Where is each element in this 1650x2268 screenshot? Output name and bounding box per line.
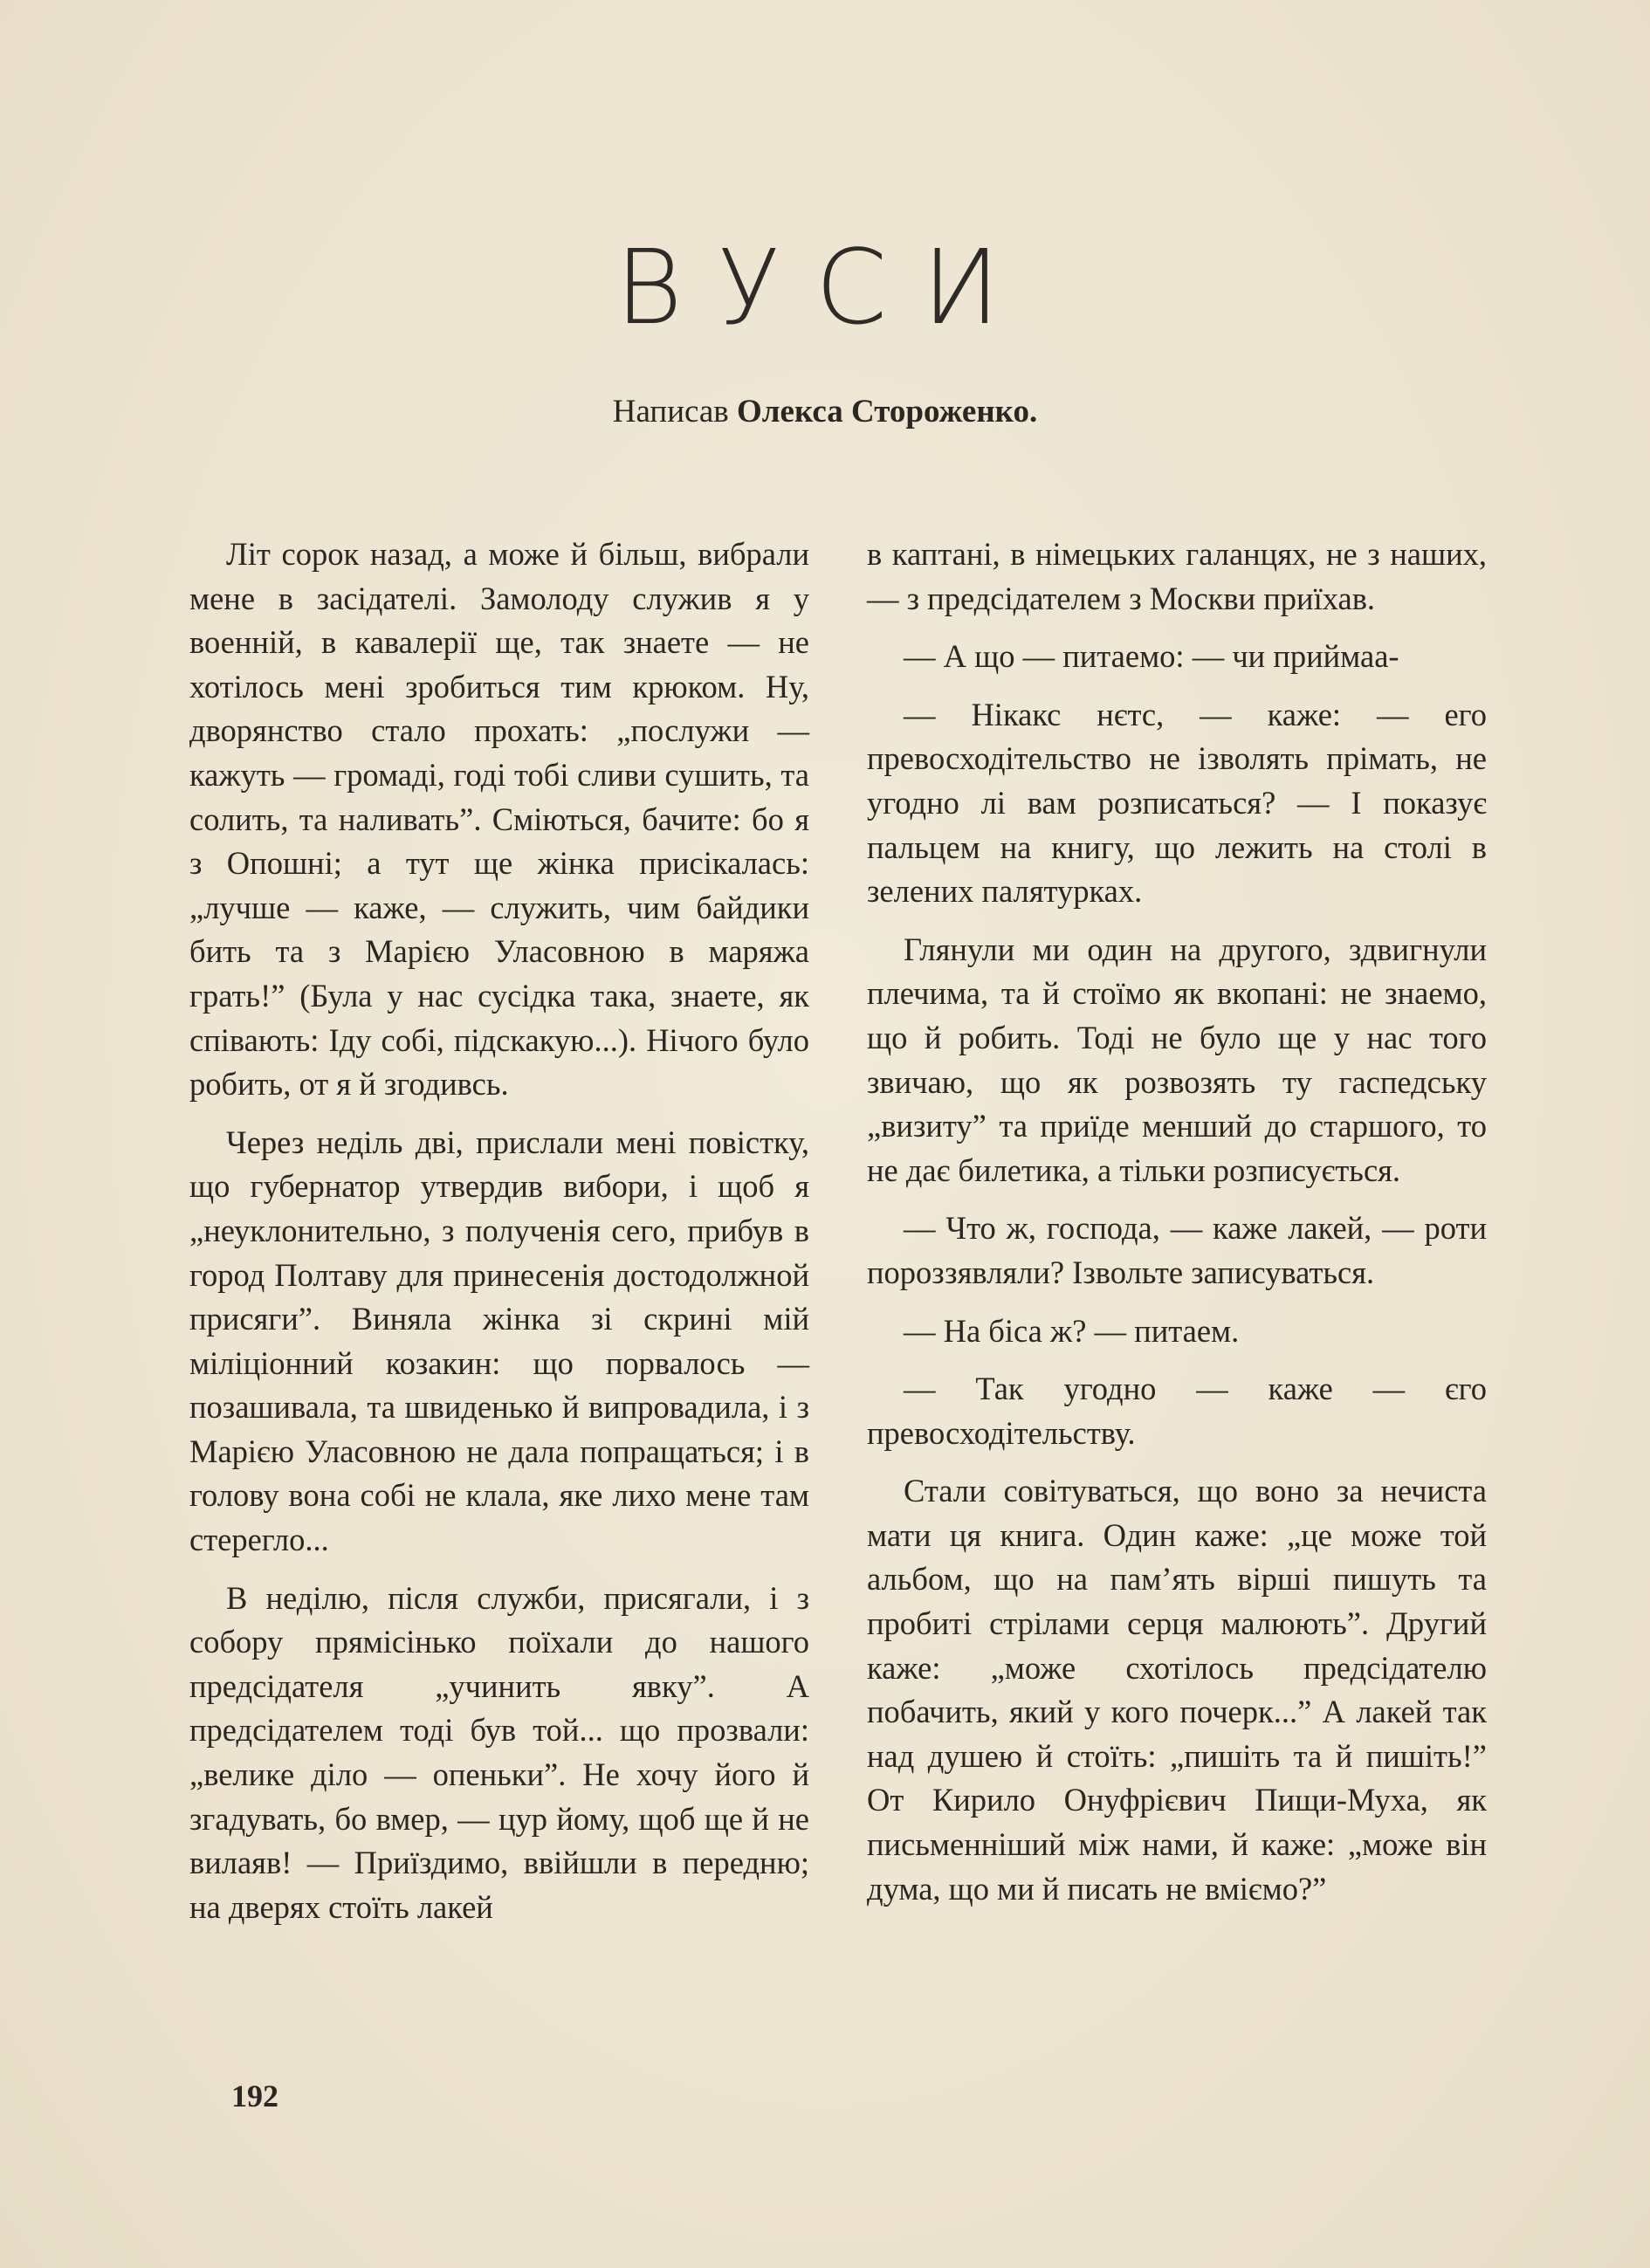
paragraph: Глянули ми один на другого, здвигнули плечима, та й стоїмо як вкопані: не знаемо, що й робить. Тоді не було ще у нас того звичаю, що як розвозять ту гаспедську „визиту” та приїде менший до старшого, то не дає билетика, а тільки розписується.	[867, 931, 1487, 1188]
story-title: ВУСИ	[615, 227, 1035, 347]
byline	[0, 393, 1650, 430]
left-column	[189, 533, 809, 1943]
paragraph: — Что ж, господа, — каже лакей, — роти пороззявляли? Ізвольте записуваться.	[867, 1210, 1487, 1290]
byline-prefix: Написав	[612, 394, 729, 430]
paragraph: в каптані, в німецьких галанцях, не з наших, — з предсідателем з Москви приїхав.	[867, 536, 1487, 616]
page-number: 192	[231, 2079, 278, 2113]
paragraph: — Так угодно — каже — єго превосходітельству.	[867, 1371, 1487, 1451]
paragraph: — На біса ж? — питаем.	[904, 1312, 1240, 1349]
paragraph: В неділю, після служби, присягали, і з собору прямісінько поїхали до нашого предсідателя „учинить явку”. А предсідателем тоді був той... що прозвали: „велике діло — опеньки”. Не хочу його й згадувать, бо вмер, — цур йому, щоб ще й не вилаяв! — Приїздимо, ввійшли в передню; на дверях стоїть лакей	[189, 1579, 809, 1925]
paragraph: — Нікакс нєтс, — каже: — его превосходітельство не ізволять прімать, не угодно лі вам розписаться? — І показує пальцем на книгу, що лежить на столі в зелених палятурках.	[867, 696, 1487, 910]
right-column	[867, 533, 1487, 1925]
paragraph: — А що — питаемо: — чи приймаа-	[904, 638, 1399, 675]
author-name: Олекса Стороженко.	[737, 394, 1038, 430]
paragraph: Літ сорок назад, а може й більш, вибрали мене в засідателі. Замолоду служив я у военній, в кавалерії ще, так знаете — не хотілось мені зробиться тим крюком. Ну, дворянство стало прохать: „послужи — кажуть — громаді, годі тобі сливи сушить, та солить, та наливать”. Сміються, бачите: бо я з Опошні; а тут ще жінка присікалась: „лучше — каже, — служить, чим байдики бить та з Марією Уласовною в маряжа грать!” (Була у нас сусідка така, знаете, як співають: Іду собі, підскакую...). Нічого було робить, от я й згодивсь.	[189, 536, 809, 1103]
paragraph: Через неділь дві, прислали мені повістку, що губернатор утвердив вибори, і щоб я „неуклонительно, з полученія сего, прибув в город Полтаву для принесенія достодолжной присяги”. Виняла жінка зі скрині мій міліціонний козакин: що порвалось — позашивала, та швиденько й випровадила, і з Марією Уласовною не дала попращаться; і в голову вона собі не клала, яке лихо мене там стерегло...	[189, 1124, 809, 1558]
paragraph: Стали совітуваться, що воно за нечиста мати ця книга. Один каже: „це може той альбом, що на пам’ять вірші пишуть та пробиті стрілами серця малюють”. Другий каже: „може схотілось предсідателю побачить, який у кого почерк...” А лакей так над душею й стоїть: „пишіть та й пишіть!” От Кирило Онуфрієвич Пищи-Муха, як письменніший між нами, й каже: „може він дума, що ми й писать не вміємо?”	[867, 1473, 1487, 1907]
